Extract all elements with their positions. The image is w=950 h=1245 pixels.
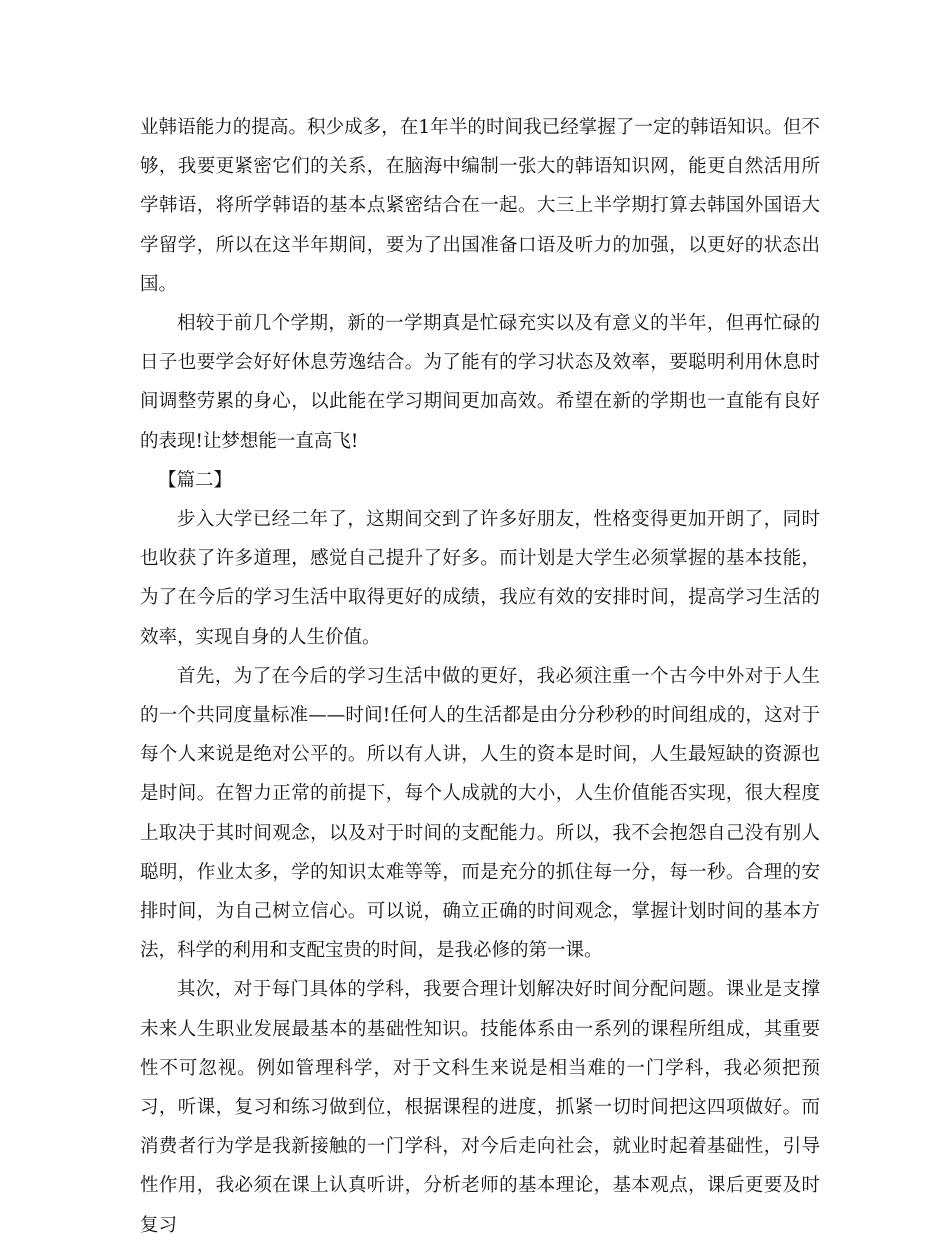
paragraph-university-two-years: 步入大学已经二年了，这期间交到了许多好朋友，性格变得更加开朗了，同时也收获了许多道理，感觉自己提升了好多。而计划是大学生必须掌握的基本技能，为了在今后的学习生活中取得更好的成绩，我应有效的安排时间，提高学习生活的效率，实现自身的人生价值。 [140,509,820,648]
paragraph-time-management: 首先，为了在今后的学习生活中做的更好，我必须注重一个古今中外对于人生的一个共同度量标准——时间!任何人的生活都是由分分秒秒的时间组成的，这对于每个人来说是绝对公平的。所以有人讲，人生的资本是时间，人生最短缺的资源也是时间。在智力正常的前提下，每个人成就的大小，人生价值能否实现，很大程度上取决于其时间观念，以及对于时间的支配能力。所以，我不会抱怨自己没有别人聪明，作业太多，学的知识太难等等，而是充分的抓住每一分，每一秒。合理的安排时间，为自己树立信心。可以说，确立正确的时间观念，掌握计划时间的基本方法，科学的利用和支配宝贵的时间，是我必修的第一课。 [140,665,820,962]
section-heading: 【篇二】 [158,469,233,491]
document-body [140,108,820,1245]
paragraph-rest-and-efficiency: 相较于前几个学期，新的一学期真是忙碌充实以及有意义的半年，但再忙碌的日子也要学会好好休息劳逸结合。为了能有的学习状态及效率，要聪明利用休息时间调整劳累的身心，以此能在学习期间更加高效。希望在新的学期也一直能有良好的表现!让梦想能一直高飞! [140,313,820,452]
paragraph-continued: 业韩语能力的提高。积少成多，在1年半的时间我已经掌握了一定的韩语知识。但不够，我要更紧密它们的关系，在脑海中编制一张大的韩语知识网，能更自然活用所学韩语，将所学韩语的基本点紧密结合在一起。大三上半学期打算去韩国外国语大学留学，所以在这半年期间，要为了出国准备口语及听力的加强，以更好的状态出国。 [140,117,820,295]
paragraph-subject-planning: 其次，对于每门具体的学科，我要合理计划解决好时间分配问题。课业是支撑未来人生职业发展最基本的基础性知识。技能体系由一系列的课程所组成，其重要性不可忽视。例如管理科学，对于文科生来说是相当难的一门学科，我必须把预习，听课，复习和练习做到位，根据课程的进度，抓紧一切时间把这四项做好。而消费者行为学是我新接触的一门学科，对今后走向社会，就业时起着基础性，引导性作用，我必须在课上认真听讲，分析老师的基本理论，基本观点，课后更要及时复习 [140,979,820,1236]
